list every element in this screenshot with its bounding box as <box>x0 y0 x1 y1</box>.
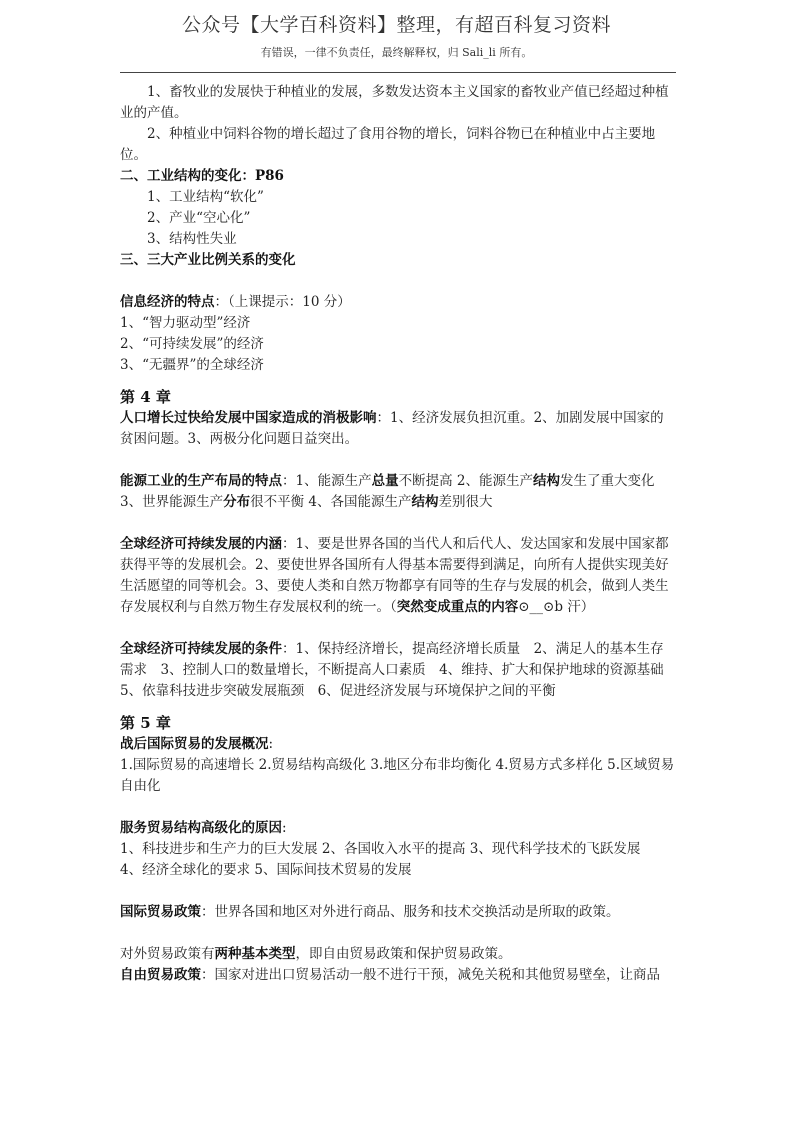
policy-types-key: 两种基本类型 <box>214 946 296 962</box>
energy-paragraph <box>120 471 676 513</box>
trade-policy-paragraph <box>120 902 676 923</box>
energy-label: 能源工业的生产布局的特点 <box>120 473 282 489</box>
agri-paragraph-1: 1、畜牧业的发展快于种植业的发展，多数发达资本主义国家的畜牧业产值已经超过种植业的产值。 <box>120 84 669 121</box>
sustain-content-label: 全球经济可持续发展的内涵 <box>120 536 282 552</box>
trade-overview-heading <box>120 734 676 755</box>
sustain-cond-paragraph <box>120 639 676 702</box>
sustain-content-text: ：1、要是世界各国的当代人和后代人、发达国家和发展中国家都获得平等的发展机会。2、要使世界各国所有人得基本需要得到满足，向所有人提供实现美好生活愿望的同等机会。3、要使人类和自然万物都享有同等的生存与发展的机会，做到人类生存发展权利与自然万物生存发展权利的统一。（ <box>120 536 669 615</box>
info-economy-label: 信息经济的特点 <box>120 294 215 310</box>
spacer <box>120 618 676 639</box>
energy-text: ：1、能源生产 <box>282 473 372 489</box>
document-body <box>120 82 676 986</box>
spacer <box>120 450 676 471</box>
policy-types-text: 对外贸易政策有 <box>120 946 215 962</box>
service-trade-heading <box>120 818 676 839</box>
info-economy-note: ：（上课提示：10 分） <box>214 294 351 310</box>
free-trade-label: 自由贸易政策 <box>120 967 201 983</box>
page-header-disclaimer: 有错误，一律不负责任，最终解释权，归 Sali_li 所有。 <box>260 46 533 59</box>
free-trade-paragraph <box>120 965 676 986</box>
chapter-4-title: 第 4 章 <box>120 388 171 406</box>
sustain-content-paragraph <box>120 534 676 618</box>
header-divider <box>120 72 676 73</box>
chapter-5-title: 第 5 章 <box>120 714 171 732</box>
energy-text: 发生了重大变化 3、世界能源生产 <box>120 473 655 510</box>
spacer <box>120 376 676 386</box>
energy-keyword: 结构 <box>411 494 439 510</box>
population-text: ：1、经济发展负担沉重。2、加剧发展中国家的贫困问题。3、两极分化问题日益突出。 <box>120 410 664 447</box>
energy-keyword: 总量 <box>371 473 399 489</box>
page-header-title: 公众号【大学百科资料】整理，有超百科复习资料 <box>181 14 611 36</box>
spacer <box>120 513 676 534</box>
policy-types-paragraph <box>120 944 676 965</box>
energy-keyword: 分布 <box>223 494 251 510</box>
sustain-content-key: 突然变成重点的内容 <box>396 599 519 615</box>
spacer <box>120 271 676 292</box>
three-sectors-heading: 三、三大产业比例关系的变化 <box>120 252 296 268</box>
population-paragraph <box>120 408 676 450</box>
spacer <box>120 923 676 944</box>
sustain-content-tail: ⊙__⊙b 汗） <box>518 599 595 615</box>
energy-text: 不断提高 2、能源生产 <box>398 473 533 489</box>
industry-heading: 二、工业结构的变化：P86 <box>120 168 284 184</box>
agri-paragraph-2: 2、种植业中饲料谷物的增长超过了食用谷物的增长，饲料谷物已在种植业中占主要地位。 <box>120 126 656 163</box>
trade-policy-text: ：世界各国和地区对外进行商品、服务和技术交换活动是所取的政策。 <box>201 904 620 920</box>
trade-overview-label: 战后国际贸易的发展概况 <box>120 736 269 752</box>
info-economy-item: 2、“可持续发展”的经济 <box>120 336 264 352</box>
free-trade-text: ：国家对进出口贸易活动一般不进行干预，减免关税和其他贸易壁垒，让商品 <box>201 967 660 983</box>
service-trade-line: 1、科技进步和生产力的巨大发展 2、各国收入水平的提高 3、现代科学技术的飞跃发展 <box>120 841 641 857</box>
trade-policy-label: 国际贸易政策 <box>120 904 201 920</box>
sustain-cond-text: ：1、保持经济增长，提高经济增长质量 2、满足人的基本生存需求 3、控制人口的数量增长，不断提高人口素质 4、维持、扩大和保护地球的资源基础 5、依靠科技进步突破发展瓶颈 6、促进经济发展与环境保护之间的平衡 <box>120 641 664 699</box>
industry-item: 2、产业“空心化” <box>147 210 251 226</box>
energy-text: 很不平衡 4、各国能源生产 <box>250 494 412 510</box>
service-trade-colon: : <box>282 820 287 836</box>
population-label: 人口增长过快给发展中国家造成的消极影响 <box>120 410 377 426</box>
policy-types-text: ，即自由贸易政策和保护贸易政策。 <box>295 946 512 962</box>
service-trade-label: 服务贸易结构高级化的原因 <box>120 820 282 836</box>
spacer <box>120 702 676 712</box>
trade-overview-text: 1.国际贸易的高速增长 2.贸易结构高级化 3.地区分布非均衡化 4.贸易方式多样化 5.区域贸易自由化 <box>120 757 675 794</box>
industry-item: 3、结构性失业 <box>147 231 237 247</box>
energy-keyword: 结构 <box>532 473 560 489</box>
trade-overview-colon: : <box>268 736 274 752</box>
spacer <box>120 797 676 818</box>
industry-item: 1、工业结构“软化” <box>147 189 264 205</box>
service-trade-line: 4、经济全球化的要求 5、国际间技术贸易的发展 <box>120 862 412 878</box>
info-economy-item: 3、“无疆界”的全球经济 <box>120 357 264 373</box>
spacer <box>120 881 676 902</box>
sustain-cond-label: 全球经济可持续发展的条件 <box>120 641 282 657</box>
info-economy-item: 1、“智力驱动型”经济 <box>120 315 251 331</box>
energy-text: 差别很大 <box>438 494 493 510</box>
info-economy-heading <box>120 292 676 313</box>
